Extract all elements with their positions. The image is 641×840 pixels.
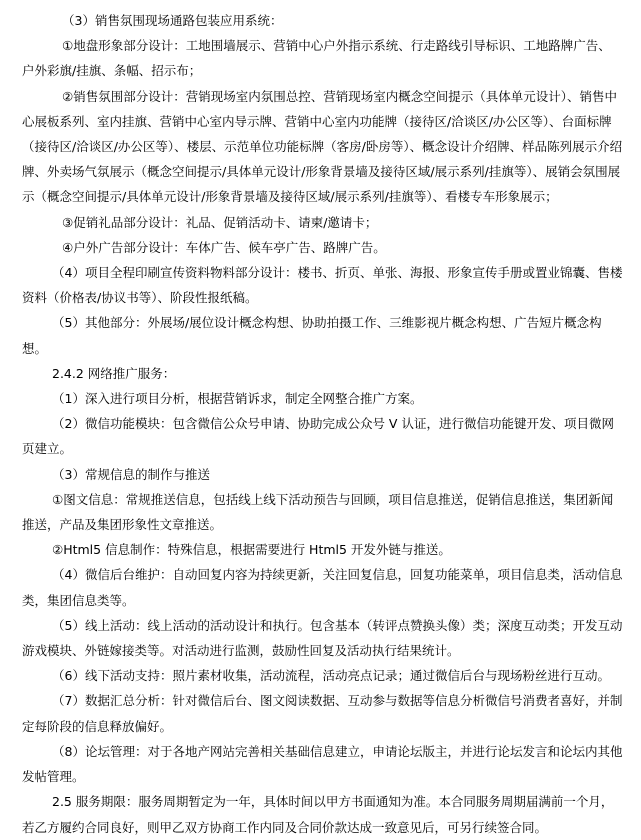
paragraph: （4）项目全程印刷宣传资料物料部分设计：楼书、折页、单张、海报、形象宣传手册或置业锦囊、售楼资料（价格表/协议书等）、阶段性报纸稿。 xyxy=(22,265,623,306)
paragraph: （4）微信后台维护：自动回复内容为持续更新，关注回复信息，回复功能菜单，项目信息类，活动信息类，集团信息类等。 xyxy=(22,567,623,608)
paragraph: 2.5 服务期限：服务周期暂定为一年，具体时间以甲方书面通知为准。本合同服务周期届满前一个月，若乙方履约合同良好，则甲乙双方协商工作内同及合同价款达成一致意见后，可另行续签合同。 xyxy=(22,794,614,835)
section-heading: 2.4.2 网络推广服务： xyxy=(52,365,176,381)
paragraph: ①图文信息：常规推送信息，包括线上线下活动预告与回顾，项目信息推送，促销信息推送，集团新闻推送，产品及集团形象性文章推送。 xyxy=(22,491,614,533)
paragraph: ①地盘形象部分设计：工地围墙展示、营销中心户外指示系统、行走路线引导标识、工地路牌广告、户外彩旗/挂旗、条幅、招示布； xyxy=(22,38,611,79)
paragraph: （5）其他部分：外展场/展位设计概念构想、协助拍摄工作、三维影视片概念构想、广告短片概念构想。 xyxy=(22,315,602,356)
paragraph: （3）常规信息的制作与推送 xyxy=(52,466,210,482)
paragraph: ②Html5 信息制作：特殊信息，根据需要进行 Html5 开发外链与推送。 xyxy=(52,542,451,558)
paragraph: （8）论坛管理：对于各地产网站完善相关基础信息建立，申请论坛版主，并进行论坛发言和论坛内其他发帖管理。 xyxy=(22,743,623,785)
paragraph: ②销售氛围部分设计：营销现场室内氛围总控、营销现场室内概念空间提示（具体单元设计）、销售中心展板系列、室内挂旗、营销中心室内导示牌、营销中心室内功能牌（接待区/洽谈区/办公区等）、台面标牌（接待区/洽谈区/办公区等）、楼层、示范单位功能标牌（客房/卧房等）、概念设计介绍牌、样品陈列展示介绍牌、外卖场气氛展示（概念空间提示/具体单元设计/形象背景墙及接待区域/展示系列/挂旗等）、展销会氛围展示（概念空间提示/具体单元设计/形象背景墙及接待区域/展示系列/挂旗等）、看楼专车形象展示； xyxy=(22,88,623,205)
paragraph: （6）线下活动支持：照片素材收集，活动流程，活动亮点记录；通过微信后台与现场粉丝进行互动。 xyxy=(52,668,610,684)
paragraph: （1）深入进行项目分析，根据营销诉求，制定全网整合推广方案。 xyxy=(52,391,423,407)
paragraph: ④户外广告部分设计：车体广告、候车亭广告、路牌广告。 xyxy=(62,239,386,255)
paragraph: （3）销售氛围现场通路包装应用系统： xyxy=(62,13,283,28)
paragraph: （2）微信功能模块：包含微信公众号申请、协助完成公众号 V 认证，进行微信功能键开发、项目微网页建立。 xyxy=(22,416,614,457)
paragraph: ③促销礼品部分设计：礼品、促销活动卡、请柬/邀请卡； xyxy=(62,214,378,230)
paragraph: （7）数据汇总分析：针对微信后台、图文阅读数据、互动参与数据等信息分析微信号消费者喜好，并制定每阶段的信息释放偏好。 xyxy=(22,693,623,734)
paragraph: （5）线上活动：线上活动的活动设计和执行。包含基本（转评点赞换头像）类；深度互动类；开发互动游戏模块、外链嫁接类等。对活动进行监测，鼓励性回复及活动执行结果统计。 xyxy=(22,617,623,659)
